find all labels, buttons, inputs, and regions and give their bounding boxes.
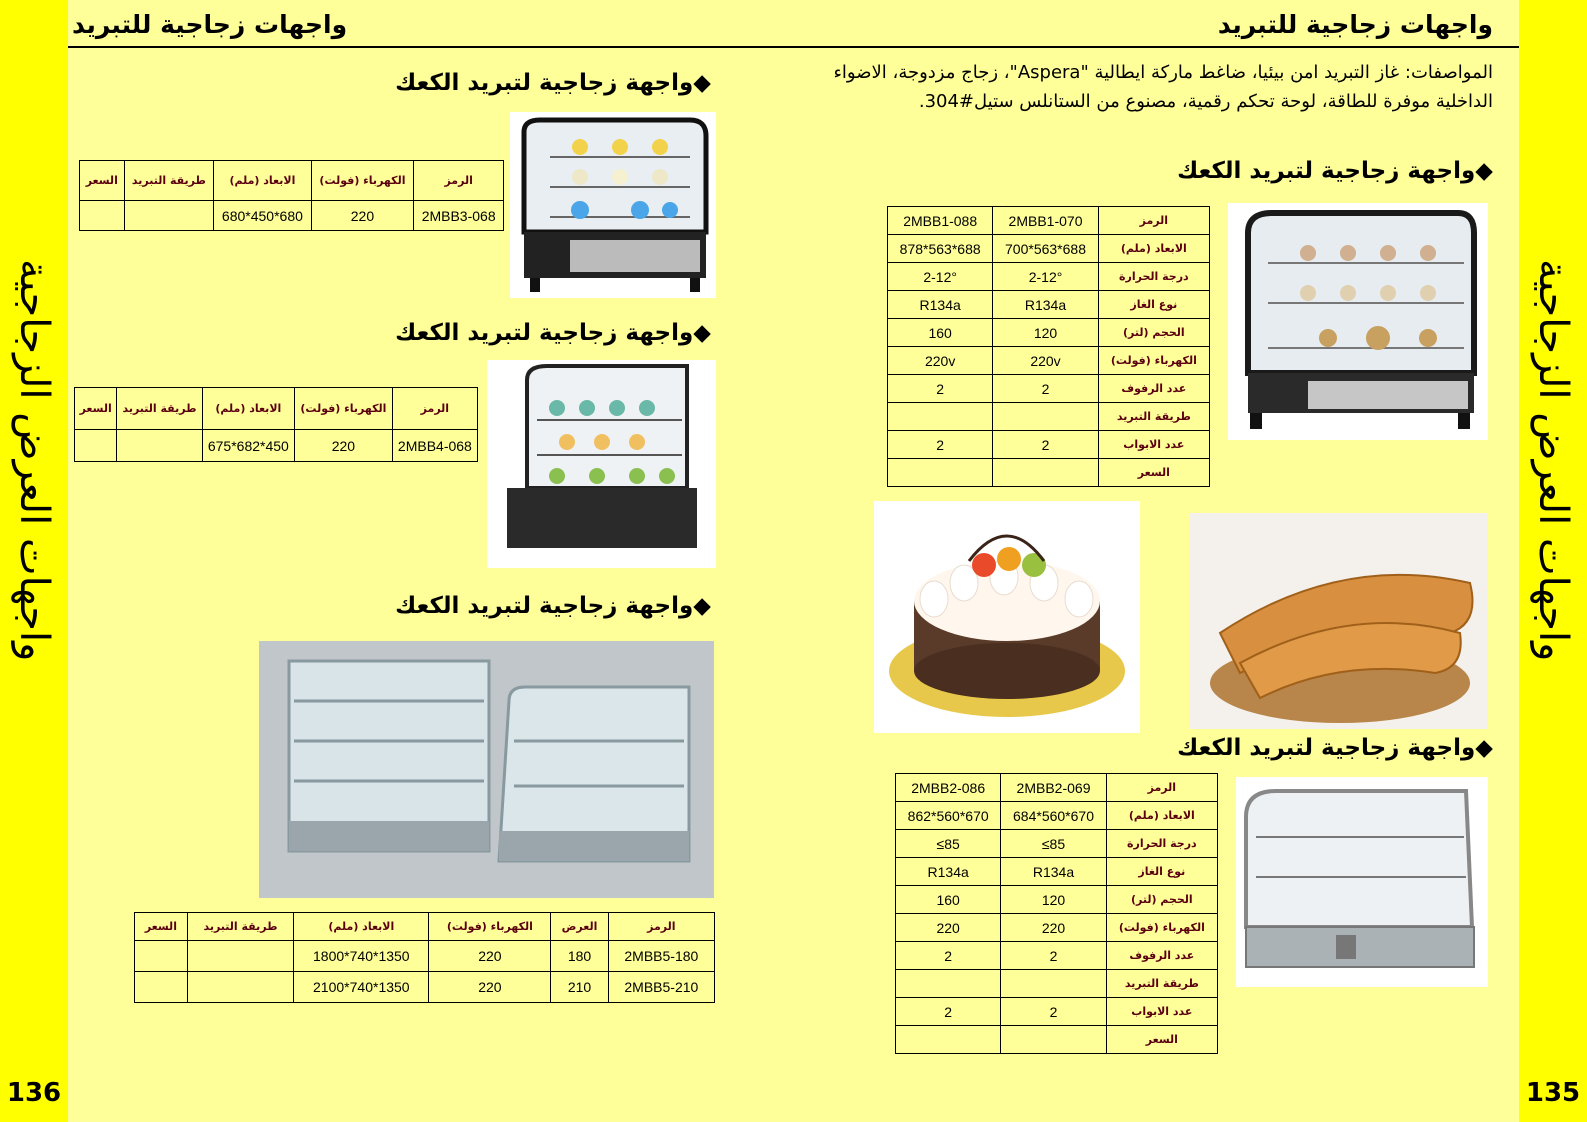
table-cell: R134a bbox=[888, 291, 993, 319]
table-cell: 680*450*680 bbox=[214, 201, 311, 231]
table-cell: 2MBB2-069 bbox=[1001, 774, 1106, 802]
table-cell: ≤85 bbox=[896, 830, 1001, 858]
table-label-cell: عدد الابواب bbox=[1098, 431, 1209, 459]
table-cell: 1350*740*1800 bbox=[294, 941, 429, 972]
table-row bbox=[888, 291, 1210, 319]
table-cell: 2 bbox=[993, 431, 1098, 459]
table-cell: 450*682*675 bbox=[202, 430, 294, 462]
table-label-cell: عدد الابواب bbox=[1106, 998, 1217, 1026]
table-cell: 120 bbox=[993, 319, 1098, 347]
table-row bbox=[896, 830, 1218, 858]
table-cell bbox=[187, 972, 293, 1003]
right-page-header: واجهات زجاجية للتبريد bbox=[1217, 10, 1493, 39]
table-cell: 220v bbox=[993, 347, 1098, 375]
table-cell: 878*563*688 bbox=[888, 235, 993, 263]
decorated-cake-image bbox=[874, 501, 1140, 733]
table-header-cell: الابعاد (ملم) bbox=[214, 161, 311, 201]
heated-display-case-image bbox=[1236, 777, 1488, 987]
table-cell: 2 bbox=[888, 431, 993, 459]
table-label-cell: درجة الحرارة bbox=[1098, 263, 1209, 291]
cake-display-fridge-image-3 bbox=[1228, 203, 1488, 440]
table-cell bbox=[888, 459, 993, 487]
table-cell: 160 bbox=[888, 319, 993, 347]
table-row bbox=[888, 319, 1210, 347]
table-header-cell: الابعاد (ملم) bbox=[202, 388, 294, 430]
right-vertical-title: واجهات العرض الزجاجية bbox=[1530, 258, 1576, 662]
table-cell: 2MBB5-210 bbox=[608, 972, 714, 1003]
table-cell: 220 bbox=[311, 201, 414, 231]
table-row bbox=[888, 263, 1210, 291]
table-cell bbox=[896, 970, 1001, 998]
table-cell bbox=[75, 430, 117, 462]
table-cell: 220 bbox=[1001, 914, 1106, 942]
left-section-title-2: ◆واجهة زجاجية لتبريد الكعك bbox=[395, 320, 711, 346]
left-page-header: واجهات زجاجية للتبريد bbox=[72, 10, 348, 39]
table-row bbox=[896, 998, 1218, 1026]
cake-display-fridge-image-1 bbox=[510, 112, 716, 298]
table-header-cell: الابعاد (ملم) bbox=[294, 913, 429, 941]
table-cell: 220 bbox=[429, 941, 551, 972]
table-label-cell: الكهرباء (فولت) bbox=[1106, 914, 1217, 942]
table-header-cell: طريقة التبريد bbox=[187, 913, 293, 941]
table-cell: 210 bbox=[551, 972, 608, 1003]
table-cell: 220 bbox=[896, 914, 1001, 942]
table-header-cell: السعر bbox=[80, 161, 125, 201]
table-cell bbox=[888, 403, 993, 431]
left-side-strip bbox=[0, 0, 68, 1122]
left-section-title-1: ◆واجهة زجاجية لتبريد الكعك bbox=[395, 70, 711, 96]
table-cell: 684*560*670 bbox=[1001, 802, 1106, 830]
table-row bbox=[888, 347, 1210, 375]
table-label-cell: الرمز bbox=[1106, 774, 1217, 802]
table-cell bbox=[993, 459, 1098, 487]
table-header-cell: الرمز bbox=[392, 388, 477, 430]
right-product-table-1 bbox=[887, 206, 1210, 487]
table-label-cell: طريقة التبريد bbox=[1106, 970, 1217, 998]
table-cell: 2 bbox=[1001, 942, 1106, 970]
right-section-title-1: ◆واجهة زجاجية لتبريد الكعك bbox=[1177, 158, 1493, 184]
table-label-cell: نوع الغاز bbox=[1106, 858, 1217, 886]
table-header-cell: الرمز bbox=[608, 913, 714, 941]
table-cell bbox=[80, 201, 125, 231]
table-row bbox=[888, 403, 1210, 431]
table-row bbox=[888, 235, 1210, 263]
table-cell bbox=[993, 403, 1098, 431]
right-product-table-2 bbox=[895, 773, 1218, 1054]
table-label-cell: نوع الغاز bbox=[1098, 291, 1209, 319]
table-header-cell: السعر bbox=[135, 913, 188, 941]
table-cell bbox=[117, 430, 202, 462]
bread-basket-image bbox=[1190, 513, 1488, 729]
table-label-cell: الرمز bbox=[1098, 207, 1209, 235]
table-row bbox=[896, 942, 1218, 970]
header-rule bbox=[68, 46, 1519, 48]
table-cell: 2MBB3-068 bbox=[414, 201, 504, 231]
table-row bbox=[896, 886, 1218, 914]
table-header-cell: طريقة التبريد bbox=[124, 161, 214, 201]
table-label-cell: درجة الحرارة bbox=[1106, 830, 1217, 858]
left-product-table-3 bbox=[134, 912, 715, 1003]
table-header-cell: الكهرباء (فولت) bbox=[429, 913, 551, 941]
cake-display-fridge-image-2 bbox=[487, 360, 716, 568]
table-row bbox=[896, 1026, 1218, 1054]
table-cell: 2 bbox=[1001, 998, 1106, 1026]
table-label-cell: عدد الرفوف bbox=[1106, 942, 1217, 970]
table-row bbox=[888, 375, 1210, 403]
right-page-number: 135 bbox=[1525, 1078, 1581, 1108]
table-label-cell: الحجم (لتر) bbox=[1106, 886, 1217, 914]
table-row bbox=[896, 914, 1218, 942]
table-cell: 2 bbox=[896, 942, 1001, 970]
table-cell: 220v bbox=[888, 347, 993, 375]
table-label-cell: عدد الرفوف bbox=[1098, 375, 1209, 403]
table-cell: R134a bbox=[896, 858, 1001, 886]
table-cell bbox=[187, 941, 293, 972]
table-header-cell: الكهرباء (فولت) bbox=[295, 388, 393, 430]
table-cell: 2MBB2-086 bbox=[896, 774, 1001, 802]
table-label-cell: الحجم (لتر) bbox=[1098, 319, 1209, 347]
table-cell: 2 bbox=[888, 375, 993, 403]
table-cell bbox=[135, 941, 188, 972]
table-cell: 2-12° bbox=[888, 263, 993, 291]
table-cell: 120 bbox=[1001, 886, 1106, 914]
table-cell: ≤85 bbox=[1001, 830, 1106, 858]
table-cell: 862*560*670 bbox=[896, 802, 1001, 830]
left-product-table-2 bbox=[74, 387, 478, 462]
table-cell bbox=[1001, 1026, 1106, 1054]
table-row bbox=[896, 858, 1218, 886]
left-product-table-1 bbox=[79, 160, 504, 231]
table-header-cell: الرمز bbox=[414, 161, 504, 201]
left-section-title-3: ◆واجهة زجاجية لتبريد الكعك bbox=[395, 593, 711, 619]
table-cell bbox=[124, 201, 214, 231]
table-cell: 2MBB1-070 bbox=[993, 207, 1098, 235]
table-header-cell: طريقة التبريد bbox=[117, 388, 202, 430]
table-row bbox=[896, 970, 1218, 998]
table-row bbox=[888, 459, 1210, 487]
table-cell: 2MBB1-088 bbox=[888, 207, 993, 235]
table-cell: 2MBB4-068 bbox=[392, 430, 477, 462]
table-cell: 2 bbox=[993, 375, 1098, 403]
table-label-cell: الابعاد (ملم) bbox=[1098, 235, 1209, 263]
table-label-cell: الكهرباء (فولت) bbox=[1098, 347, 1209, 375]
table-cell bbox=[135, 972, 188, 1003]
table-cell: 2MBB5-180 bbox=[608, 941, 714, 972]
table-row bbox=[896, 774, 1218, 802]
table-cell bbox=[896, 1026, 1001, 1054]
table-label-cell: السعر bbox=[1098, 459, 1209, 487]
table-cell: 1350*740*2100 bbox=[294, 972, 429, 1003]
table-row bbox=[888, 431, 1210, 459]
right-section-title-2: ◆واجهة زجاجية لتبريد الكعك bbox=[1177, 735, 1493, 761]
left-vertical-title: واجهات العرض الزجاجية bbox=[11, 258, 57, 662]
table-cell: 220 bbox=[429, 972, 551, 1003]
left-page-number: 136 bbox=[6, 1078, 62, 1108]
right-side-strip bbox=[1519, 0, 1587, 1122]
table-cell: 220 bbox=[295, 430, 393, 462]
table-header-cell: الكهرباء (فولت) bbox=[311, 161, 414, 201]
table-cell: 2 bbox=[896, 998, 1001, 1026]
table-cell: R134a bbox=[993, 291, 1098, 319]
table-cell: 180 bbox=[551, 941, 608, 972]
table-cell: 700*563*688 bbox=[993, 235, 1098, 263]
table-label-cell: طريقة التبريد bbox=[1098, 403, 1209, 431]
table-label-cell: السعر bbox=[1106, 1026, 1217, 1054]
table-row bbox=[888, 207, 1210, 235]
specifications-text: المواصفات: غاز التبريد امن بيئيا، ضاغط ماركة ايطالية "Aspera"، زجاج مزدوجة، الاضواء الداخلية موفرة للطاقة، لوحة تحكم رقمية، مصنوع من الستانلس ستيل#304. bbox=[833, 62, 1493, 112]
table-cell bbox=[1001, 970, 1106, 998]
table-cell: R134a bbox=[1001, 858, 1106, 886]
table-label-cell: الابعاد (ملم) bbox=[1106, 802, 1217, 830]
table-header-cell: العرض bbox=[551, 913, 608, 941]
table-cell: 2-12° bbox=[993, 263, 1098, 291]
table-header-cell: السعر bbox=[75, 388, 117, 430]
table-row bbox=[896, 802, 1218, 830]
table-cell: 160 bbox=[896, 886, 1001, 914]
large-cake-display-fridges-image bbox=[259, 641, 714, 898]
